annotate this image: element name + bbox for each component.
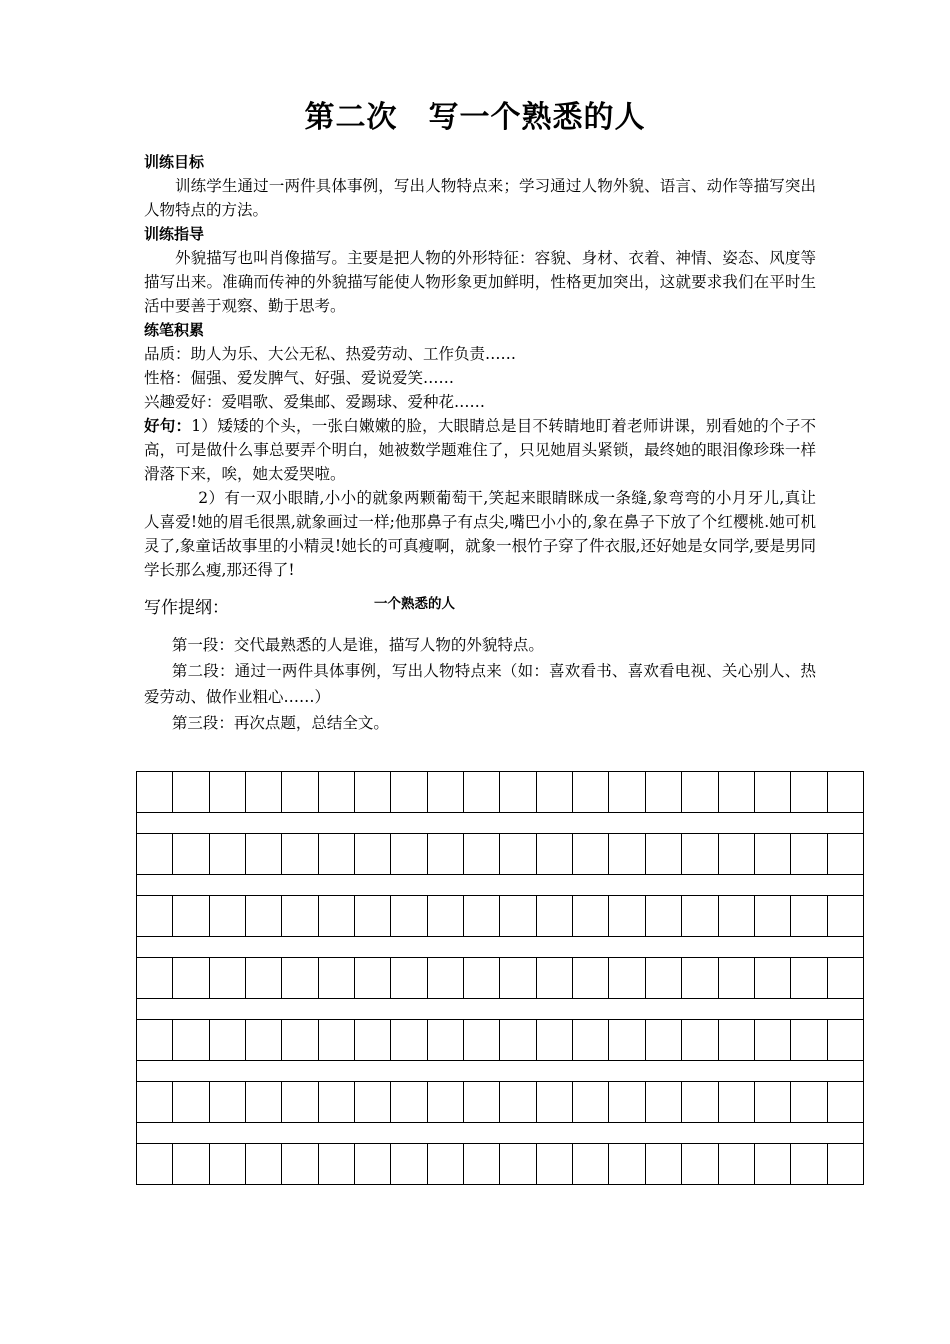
grid-cell [791,834,827,874]
good-sentence-2: 2）有一双小眼睛,小小的就象两颗葡萄干,笑起来眼睛眯成一条缝,象弯弯的小月牙儿,真让人喜爱!她的眉毛很黑,就象画过一样;他那鼻子有点尖,嘴巴小小的,象在鼻子下放了个红樱桃.她可机灵了,象童话故事里的小精灵!她长的可真瘦啊，就象一根竹子穿了件衣服,还好她是女同学,要是男同学长那么瘦,那还得了! [144,489,817,579]
grid-cell [682,772,718,812]
grid-cell [791,1144,827,1184]
grid-cell [210,772,246,812]
grid-cell [609,1144,645,1184]
grid-cell [791,1020,827,1060]
grid-cell [282,834,318,874]
grid-cell [828,1144,863,1184]
grid-cell [719,834,755,874]
grid-cell [537,834,573,874]
grid-row [137,895,863,937]
grid-row-gap [137,937,863,957]
trait-line-quality: 品质：助人为乐、大公无私、热爱劳动、工作负责…… [144,345,517,363]
grid-row [137,833,863,875]
grid-cell [428,1144,464,1184]
grid-cell [210,1082,246,1122]
good-sentence-1-text: 1）矮矮的个头，一张白嫩嫩的脸，大眼睛总是目不转睛地盯着老师讲课，别看她的个子不高，可是做什么事总要弄个明白，她被数学题难住了，只见她眉头紧锁，最终她的眼泪像珍珠一样滑落下来，唉，她太爱哭啦。 [144,417,816,483]
grid-cell [755,958,791,998]
grid-cell [282,1020,318,1060]
grid-cell [609,896,645,936]
grid-cell [428,896,464,936]
grid-cell [246,1144,282,1184]
grid-cell [428,1082,464,1122]
trait-line-hobby: 兴趣爱好：爱唱歌、爱集邮、爱踢球、爱种花…… [144,393,486,411]
grid-cell [791,772,827,812]
grid-cell [282,1144,318,1184]
grid-cell [500,1082,536,1122]
grid-cell [464,834,500,874]
grid-cell [137,958,173,998]
grid-cell [464,958,500,998]
grid-cell [173,958,209,998]
trait-line-character: 性格：倔强、爱发脾气、好强、爱说爱笑…… [144,369,455,387]
writing-grid [136,771,864,1185]
grid-cell [537,1020,573,1060]
grid-cell [828,1082,863,1122]
grid-cell [755,896,791,936]
grid-cell [537,896,573,936]
grid-cell [682,1020,718,1060]
grid-cell [573,896,609,936]
outline-title: 一个熟悉的人 [374,596,455,612]
grid-cell [682,834,718,874]
grid-cell [573,1144,609,1184]
grid-row [137,957,863,999]
grid-cell [355,772,391,812]
grid-cell [391,1082,427,1122]
grid-cell [719,772,755,812]
grid-row [137,1143,863,1185]
grid-cell [609,772,645,812]
grid-cell [755,1144,791,1184]
grid-cell [246,958,282,998]
grid-cell [391,772,427,812]
grid-cell [500,958,536,998]
grid-cell [755,1020,791,1060]
grid-cell [391,958,427,998]
grid-cell [319,1144,355,1184]
outline-item-2: 第二段：通过一两件具体事例，写出人物特点来（如：喜欢看书、喜欢看电视、关心别人、热爱劳动、做作业粗心……） [144,662,816,706]
grid-cell [428,1020,464,1060]
grid-cell [537,958,573,998]
grid-cell [173,1144,209,1184]
good-sentence-1 [144,414,816,486]
grid-cell [609,958,645,998]
grid-cell [828,834,863,874]
grid-cell [682,1144,718,1184]
grid-cell [391,1020,427,1060]
grid-cell [719,1082,755,1122]
outline-item-1: 第一段：交代最熟悉的人是谁，描写人物的外貌特点。 [171,636,544,654]
grid-row-gap [137,1061,863,1081]
grid-cell [500,834,536,874]
grid-cell [355,896,391,936]
grid-cell [500,772,536,812]
good-sentence-label: 好句： [144,417,192,435]
grid-row [137,771,863,813]
grid-cell [210,1020,246,1060]
grid-cell [719,896,755,936]
grid-cell [682,958,718,998]
outline-label: 写作提纲： [144,598,229,618]
grid-cell [791,896,827,936]
grid-cell [282,1082,318,1122]
grid-cell [791,958,827,998]
grid-cell [646,1082,682,1122]
grid-cell [137,896,173,936]
grid-cell [355,834,391,874]
grid-cell [210,1144,246,1184]
grid-cell [428,834,464,874]
grid-row [137,1081,863,1123]
grid-cell [355,1082,391,1122]
grid-cell [355,958,391,998]
grid-cell [646,1020,682,1060]
grid-cell [173,1082,209,1122]
grid-cell [828,896,863,936]
outline-item-3: 第三段：再次点题，总结全文。 [171,714,389,732]
outline-list [144,632,816,736]
page-title: 第二次 写一个熟悉的人 [304,100,646,135]
grid-cell [319,896,355,936]
section-heading-practice: 练笔积累 [144,321,205,339]
grid-cell [246,834,282,874]
grid-cell [609,834,645,874]
grid-cell [319,834,355,874]
grid-cell [719,958,755,998]
grid-cell [646,772,682,812]
grid-cell [246,772,282,812]
grid-cell [246,1020,282,1060]
grid-cell [282,772,318,812]
grid-cell [282,958,318,998]
grid-cell [464,1144,500,1184]
grid-cell [173,1020,209,1060]
grid-cell [537,772,573,812]
grid-cell [210,896,246,936]
grid-cell [355,1144,391,1184]
grid-cell [573,772,609,812]
grid-cell [828,772,863,812]
grid-cell [537,1082,573,1122]
grid-cell [573,1082,609,1122]
grid-cell [319,1020,355,1060]
grid-row-gap [137,999,863,1019]
grid-cell [464,1020,500,1060]
grid-cell [719,1020,755,1060]
grid-cell [464,772,500,812]
grid-cell [282,896,318,936]
guidance-paragraph: 外貌描写也叫肖像描写。主要是把人物的外形特征：容貌、身材、衣着、神情、姿态、风度等描写出来。准确而传神的外貌描写能使人物形象更加鲜明，性格更加突出，这就要求我们在平时生活中要善于观察、勤于思考。 [144,249,816,315]
grid-cell [646,958,682,998]
grid-cell [828,958,863,998]
grid-cell [646,834,682,874]
grid-cell [573,1020,609,1060]
grid-cell [464,1082,500,1122]
grid-cell [537,1144,573,1184]
grid-cell [646,896,682,936]
grid-cell [137,1144,173,1184]
grid-cell [500,896,536,936]
grid-cell [719,1144,755,1184]
grid-cell [755,1082,791,1122]
grid-cell [573,958,609,998]
grid-cell [646,1144,682,1184]
goal-paragraph: 训练学生通过一两件具体事例，写出人物特点来；学习通过人物外貌、语言、动作等描写突出人物特点的方法。 [144,177,816,219]
grid-cell [573,834,609,874]
grid-cell [755,834,791,874]
grid-cell [428,772,464,812]
section-heading-goal: 训练目标 [144,153,205,171]
grid-cell [319,1082,355,1122]
grid-cell [500,1020,536,1060]
grid-cell [828,1020,863,1060]
grid-cell [682,1082,718,1122]
grid-row [137,1019,863,1061]
grid-cell [682,896,718,936]
grid-cell [464,896,500,936]
grid-cell [319,772,355,812]
grid-cell [428,958,464,998]
grid-cell [791,1082,827,1122]
grid-cell [137,1020,173,1060]
grid-cell [210,958,246,998]
grid-row-gap [137,1123,863,1143]
grid-cell [173,834,209,874]
section-heading-guidance: 训练指导 [144,225,205,243]
grid-row-gap [137,875,863,895]
grid-cell [173,772,209,812]
grid-cell [355,1020,391,1060]
outline-header [144,596,816,622]
grid-cell [609,1020,645,1060]
grid-cell [173,896,209,936]
grid-cell [391,1144,427,1184]
grid-cell [391,896,427,936]
grid-cell [137,772,173,812]
grid-cell [210,834,246,874]
grid-cell [137,1082,173,1122]
grid-cell [319,958,355,998]
grid-row-gap [137,813,863,833]
grid-cell [137,834,173,874]
grid-cell [500,1144,536,1184]
grid-cell [246,1082,282,1122]
grid-cell [609,1082,645,1122]
grid-cell [391,834,427,874]
document-body [144,150,816,736]
grid-cell [246,896,282,936]
grid-cell [755,772,791,812]
